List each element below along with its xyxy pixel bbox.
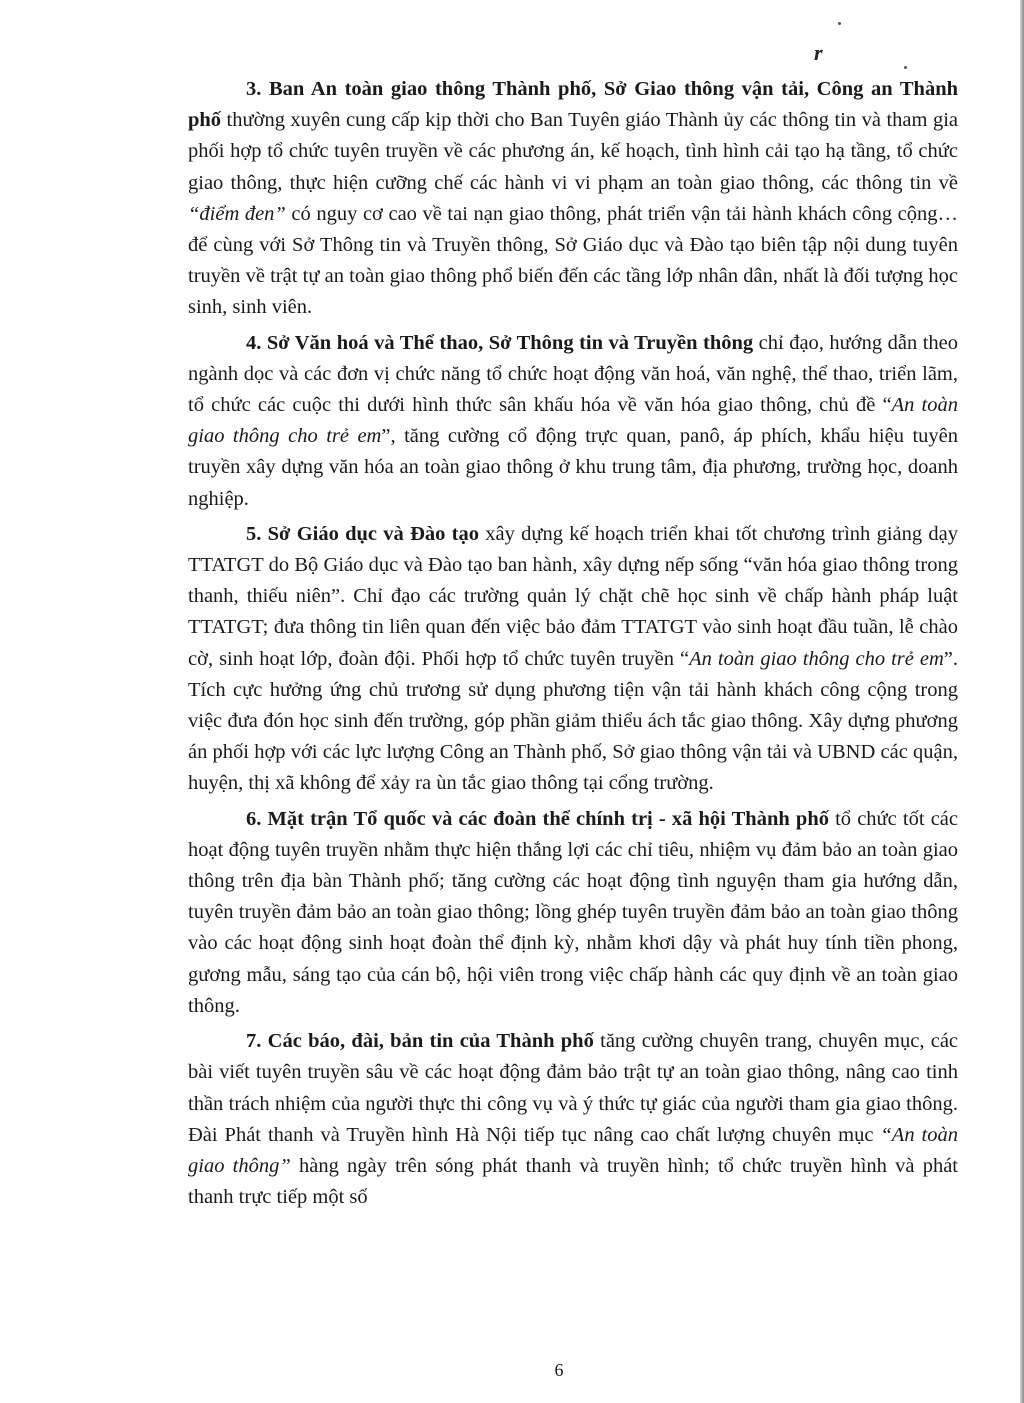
paragraph-text: xây dựng kế hoạch triển khai tốt chương trình giảng dạy TTATGT do Bộ Giáo dục và Đào tạo ban hành, xây dựng nếp sống “văn hóa giao thông trong thanh, thiếu niên”. Chỉ đạo các trường quản lý chặt chẽ học sinh về chấp hành pháp luật TTATGT; đưa thông tin liên quan đến việc bảo đảm TTATGT vào sinh hoạt đầu tuần, lễ chào cờ, sinh hoạt lớp, đoàn đội. Phối hợp tổ chức tuyên truyền “: [188, 522, 958, 670]
paragraph-5: [188, 519, 958, 800]
paragraph-7: [188, 1026, 958, 1213]
scan-edge: [1020, 0, 1024, 1403]
paragraph-number: 5.: [246, 522, 262, 545]
paragraph-lead: Sở Giáo dục và Đào tạo: [267, 522, 479, 545]
paragraph-emphasis: “An toàn giao thông”: [188, 1123, 958, 1177]
paragraph-number: 3.: [246, 78, 262, 100]
paragraph-3: [188, 74, 958, 324]
paragraph-emphasis: An toàn giao thông cho trẻ em: [689, 647, 944, 670]
paragraph-text: ”, tăng cường cổ động trực quan, panô, áp phích, khẩu hiệu tuyên truyền xây dựng văn hóa an toàn giao thông ở khu trung tâm, địa phương, trường học, doanh nghiệp.: [188, 425, 958, 510]
paragraph-lead: Sở Văn hoá và Thể thao, Sở Thông tin và Truyền thông: [266, 331, 754, 354]
paragraph-number: 7.: [246, 1030, 262, 1053]
paragraph-6: [188, 804, 958, 1022]
paragraph-emphasis: An toàn giao thông cho trẻ em: [188, 394, 959, 448]
paragraph-text: ”. Tích cực hưởng ứng chủ trương sử dụng phương tiện vận tải hành khách công cộng trong việc đưa đón học sinh đến trường, góp phần giảm thiểu ách tắc giao thông. Xây dựng phương án phối hợp với các lực lượng Công an Thành phố, Sở giao thông vận tải và UBND các quận, huyện, thị xã không để xảy ra ùn tắc giao thông tại cổng trường.: [188, 647, 958, 795]
paragraph-text: tổ chức tốt các hoạt động tuyên truyền nhằm thực hiện thắng lợi các chỉ tiêu, nhiệm vụ đảm bảo an toàn giao thông trên địa bàn Thành phố; tăng cường các hoạt động tình nguyện tham gia hướng dẫn, tuyên truyền đảm bảo an toàn giao thông; lồng ghép tuyên truyền đảm bảo an toàn giao thông vào các hoạt động sinh hoạt đoàn thể định kỳ, nhằm khơi dậy và phát huy tính tiền phong, gương mẫu, sáng tạo của cán bộ, hội viên trong việc chấp hành các quy định về an toàn giao thông.: [188, 807, 958, 1017]
page-number: 6: [554, 1360, 564, 1380]
paragraph-lead: Mặt trận Tổ quốc và các đoàn thể chính trị - xã hội Thành phố: [267, 807, 829, 830]
paragraph-text: có nguy cơ cao về tai nạn giao thông, phát triển vận tải hành khách công cộng… để cùng với Sở Thông tin và Truyền thông, Sở Giáo dục và Đào tạo biên tập nội dung tuyên truyền về trật tự an toàn giao thông phổ biến đến các tầng lớp nhân dân, nhất là đối tượng học sinh, sinh viên.: [188, 202, 959, 319]
corner-mark: r: [814, 40, 823, 65]
paragraph-emphasis: “điểm đen”: [188, 202, 286, 225]
paragraph-text: thường xuyên cung cấp kịp thời cho Ban Tuyên giáo Thành ủy các thông tin và tham gia phối hợp tổ chức tuyên truyền về các phương án, kế hoạch, tình hình cải tạo hạ tầng, tổ chức giao thông, thực hiện cưỡng chế các hành vi vi phạm an toàn giao thông, các thông tin về: [188, 109, 958, 194]
document-body: [188, 74, 958, 1217]
paragraph-text: hàng ngày trên sóng phát thanh và truyền hình; tổ chức truyền hình và phát thanh trực tiếp một số: [188, 1154, 958, 1209]
paragraph-number: 4.: [246, 331, 262, 354]
paragraph-text: tăng cường chuyên trang, chuyên mục, các bài viết tuyên truyền sâu về các hoạt động đảm bảo trật tự an toàn giao thông, nâng cao tinh thần trách nhiệm của người thực thi công vụ và ý thức tự giác của người tham gia giao thông. Đài Phát thanh và Truyền hình Hà Nội tiếp tục nâng cao chất lượng chuyên mục: [188, 1030, 959, 1146]
paragraph-4: [188, 328, 958, 515]
paragraph-lead: Ban An toàn giao thông Thành phố, Sở Giao thông vận tải, Công an Thành phố: [188, 78, 958, 132]
paragraph-text: chỉ đạo, hướng dẫn theo ngành dọc và các đơn vị chức năng tổ chức hoạt động văn hoá, văn nghệ, thể thao, triển lãm, tổ chức các cuộc thi dưới hình thức sân khấu hóa về văn hóa giao thông, chủ đề “: [188, 331, 958, 417]
scan-speck: [904, 66, 907, 69]
paragraph-lead: Các báo, đài, bản tin của Thành phố: [267, 1030, 594, 1053]
paragraph-number: 6.: [246, 807, 262, 830]
scan-speck: [838, 22, 841, 25]
